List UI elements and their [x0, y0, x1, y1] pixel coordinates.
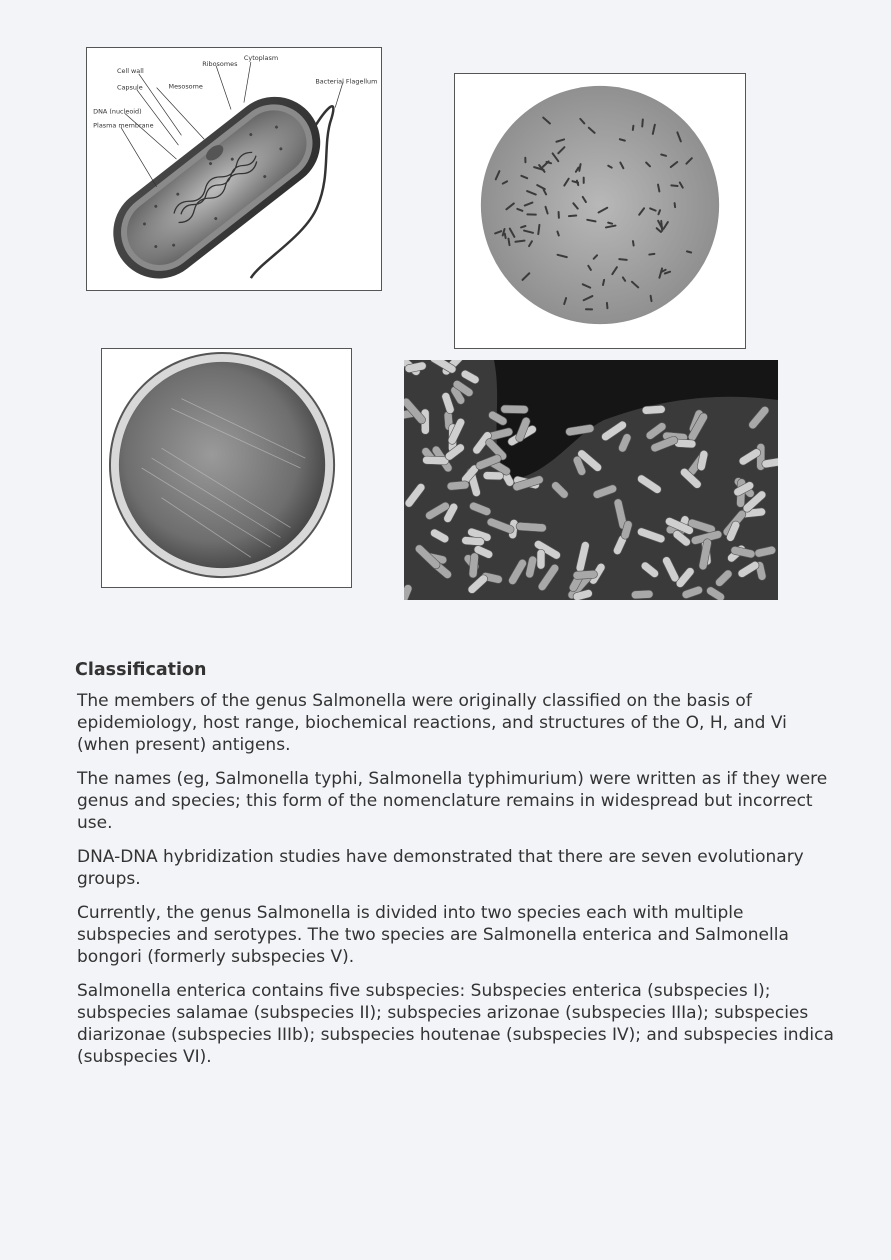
sem-svg — [404, 360, 778, 600]
bacterium-rod — [651, 296, 652, 301]
paragraph-3: DNA-DNA hybridization studies have demonstrated that there are seven evolutionary groups. — [77, 847, 804, 889]
label-cytoplasm: Cytoplasm — [243, 53, 279, 62]
micrograph-field — [481, 86, 719, 324]
bacterial-cell-diagram — [86, 47, 382, 291]
bacterium-rod — [633, 241, 634, 245]
bacterium-rod — [538, 225, 539, 234]
bacterium-rod — [608, 223, 612, 224]
cell-diagram-svg — [87, 48, 381, 290]
sem-bacterium — [501, 405, 529, 414]
sem-bacterium — [483, 471, 504, 480]
bacterium-rod — [547, 162, 552, 163]
sem-bacteria-image — [404, 360, 778, 600]
sem-bacterium — [422, 456, 448, 465]
paragraph-1: The members of the genus Salmonella were originally classified on the basis of epidemiology, host range, biochemical reactions, and structures of the O, H, and Vi (when present) antigens. — [77, 691, 787, 755]
agar-plate-photo — [101, 348, 352, 588]
bacterium-rod — [675, 203, 676, 207]
sem-bacterium — [447, 481, 470, 491]
label-flagellum: Bacterial Flagellum — [315, 77, 378, 86]
sem-bacterium — [573, 570, 598, 579]
bacterium-rod — [658, 185, 659, 192]
sem-bacterium — [537, 549, 545, 569]
bacterium-rod — [633, 126, 634, 130]
bacterium-rod — [619, 259, 627, 260]
label-mesosome: Mesosome — [168, 82, 203, 91]
agar-plate-svg — [102, 349, 351, 587]
bacterium-rod — [661, 155, 666, 156]
bacterium-rod — [569, 216, 576, 217]
bacterium-rod — [515, 241, 524, 242]
bacterium-rod — [687, 251, 691, 252]
paragraph-4: Currently, the genus Salmonella is divided into two species each with multiple subspecies and serotypes. The two species are Salmonella enterica and Salmonella bongori (formerly subspecies V). — [77, 903, 789, 967]
paragraph-2: The names (eg, Salmonella typhi, Salmonella typhimurium) were written as if they were genus and species; this form of the nomenclature remains in widespread but incorrect use. — [77, 769, 828, 833]
gram-stain-micrograph — [454, 73, 746, 349]
bacterium-rod — [603, 280, 604, 285]
bacterium-rod — [557, 232, 558, 236]
bacterium-rod — [505, 234, 506, 238]
label-ribosomes: Ribosomes — [202, 59, 238, 68]
bacterium-rod — [649, 254, 654, 255]
micrograph-svg — [455, 74, 745, 348]
label-plasma-membrane: Plasma membrane — [93, 121, 154, 130]
sem-bacterium — [461, 536, 484, 546]
bacterium-rod — [642, 119, 643, 126]
bacterium-rod — [521, 226, 525, 227]
sem-bacterium — [631, 590, 653, 599]
label-capsule: Capsule — [116, 83, 143, 92]
bacterium-rod — [508, 239, 509, 246]
bacterium-rod — [620, 139, 625, 140]
label-dna: DNA (nucleoid) — [93, 107, 142, 116]
bacterium-rod — [671, 185, 677, 186]
sem-bacterium — [642, 405, 666, 415]
label-cell-wall: Cell wall — [116, 66, 144, 75]
sem-bacterium — [516, 522, 547, 532]
section-heading: Classification — [75, 660, 207, 680]
paragraph-5: Salmonella enterica contains five subspecies: Subspecies enterica (subspecies I); subspecies salamae (subspecies II); subspecies arizonae (subspecies IIIa); subspecies diarizonae (subspecies IIIb); subspecies houtenae (subspecies IV); and subspecies indica (subspecies VI). — [77, 981, 834, 1067]
classification-section — [75, 660, 835, 1080]
